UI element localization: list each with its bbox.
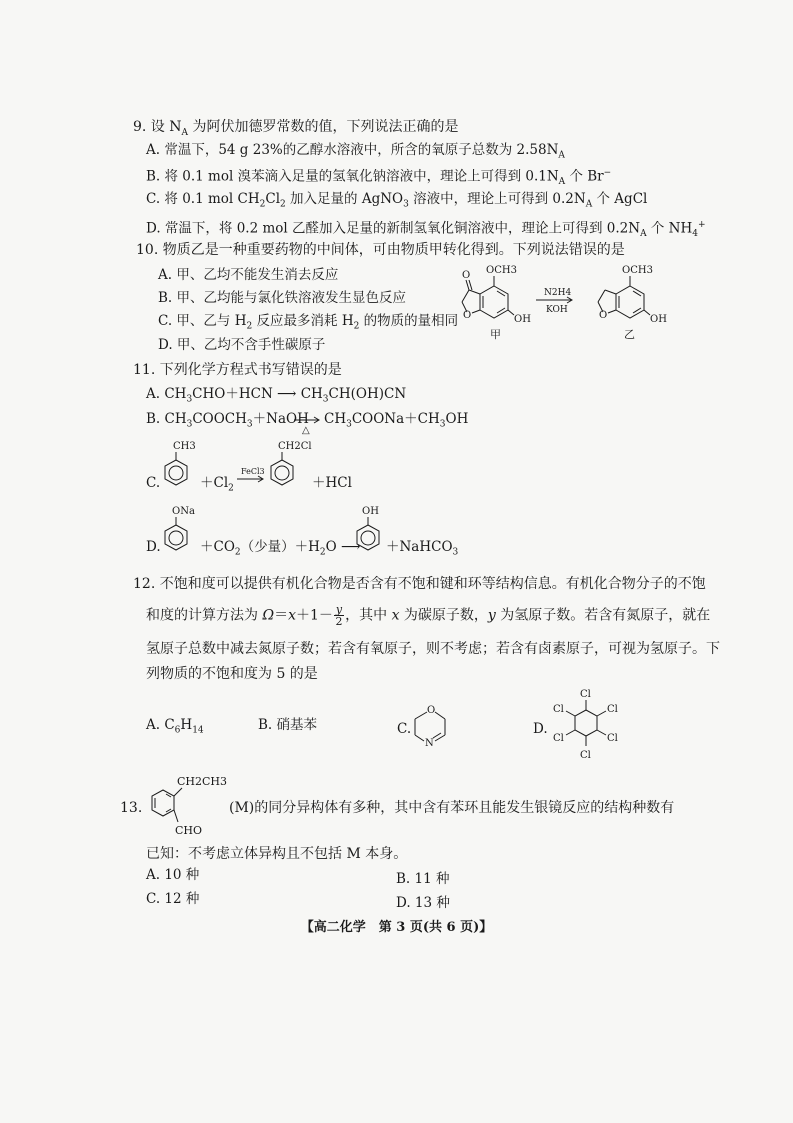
q12-option-b: B. 硝基苯 [258, 717, 318, 733]
q12-d-cl-5: Cl [553, 733, 564, 744]
q9-stem: 9. 设 $N_A$ 为阿伏加德罗常数的值，下列说法正确的是 [133, 119, 459, 138]
q12-frac-num: y [335, 603, 343, 616]
q12-option-a: A. $C_6H_{14}$ [146, 717, 204, 736]
q9-option-a: A. 常温下，54 g 23%的乙醇水溶液中，所含的氧原子总数为 $2.58N_A$ [146, 142, 565, 161]
q12-line3: 氢原子总数中减去氮原子数；若含有氧原子，则不考虑；若含有卤素原子，可视为氢原子。下 [146, 641, 720, 657]
q10-label-jia: 甲 [490, 328, 501, 341]
q13-number: 13. [120, 800, 143, 816]
q11-d-ona: ONa [172, 506, 195, 517]
q10-option-d: D. 甲、乙均不含手性碳原子 [158, 337, 326, 353]
q11-option-a: A. $CH_3CHO+HCN$ ⟶ $CH_3CH(OH)CN$ [146, 386, 407, 405]
q11-option-d-label: D. [146, 539, 161, 555]
q10-reagent-top: N2H4 [544, 288, 572, 298]
q10-carbonyl-o: O [462, 270, 471, 281]
q11-stem: 11. 下列化学方程式书写错误的是 [133, 362, 342, 378]
q11-option-b-left: B. $CH_3COOCH_3+NaOH$ [146, 411, 309, 430]
q13-option-c: C. 12 种 [146, 891, 200, 907]
q12-c-n: N [425, 738, 434, 749]
q13-cho: CHO [175, 824, 203, 837]
q12-line4: 列物质的不饱和度为 5 的是 [146, 666, 318, 682]
q12-line2-b: ，其中 x 为碳原子数，y 为氢原子数。若含有氮原子，就在 [345, 607, 711, 624]
q11-d-tail: ＋NaHCO$_3$ [386, 539, 459, 558]
q10-reaction-scheme [450, 258, 690, 348]
q12-c-o: O [427, 705, 436, 716]
q10-stem: 10. 物质乙是一种重要药物的中间体，可由物质甲转化得到。下列说法错误的是 [136, 242, 625, 258]
q11-d-middle: $+CO_2$（少量）$+H_2O$ ⟶ [200, 539, 361, 558]
q11-c-catalyst: FeCl3 [241, 467, 265, 476]
q10-oh-jia: OH [514, 314, 531, 325]
q13-structure-m [137, 770, 227, 840]
q11-c-ch3: CH3 [173, 441, 196, 452]
q12-option-d-label: D. [533, 721, 548, 737]
q11-c-plus-cl2: $+Cl_2$ [200, 475, 234, 494]
q10-option-b: B. 甲、乙均能与氯化铁溶液发生显色反应 [158, 290, 407, 306]
q11-c-ch2cl: CH2Cl [278, 441, 312, 452]
q12-d-cl-3: Cl [607, 733, 618, 744]
q11-d-oh: OH [362, 506, 379, 517]
q13-option-b: B. 11 种 [396, 871, 450, 887]
q11-heat-symbol: △ [302, 425, 310, 436]
q12-d-cl-4: Cl [580, 750, 591, 761]
q10-option-c: C. 甲、乙与 $H_2$ 反应最多消耗 $H_2$ 的物质的量相同 [158, 313, 459, 332]
q12-d-cl-6: Cl [553, 704, 564, 715]
q10-ring-o-jia: O [463, 310, 472, 321]
q13-option-a: A. 10 种 [146, 867, 200, 883]
q11-option-c-label: C. [146, 475, 161, 491]
q12-d-cl-1: Cl [580, 689, 591, 700]
q10-label-yi: 乙 [624, 328, 635, 341]
q12-line1: 12. 不饱和度可以提供有机化合物是否含有不饱和键和环等结构信息。有机化合物分子的不饱 [133, 576, 706, 592]
q11-b-arrow [292, 412, 322, 436]
q10-och3-yi: OCH3 [622, 265, 653, 276]
q10-option-a: A. 甲、乙均不能发生消去反应 [158, 267, 339, 283]
q9-option-c: C. 将 0.1 mol $CH_2Cl_2$ 加入足量的 AgNO$_3$ 溶液中，理论上可得到 $0.2N_A$ 个 AgCl [146, 191, 648, 210]
q9-option-b: B. 将 0.1 mol 溴苯滴入足量的氢氧化钠溶液中，理论上可得到 $0.1N_A$ 个 Br− [146, 168, 612, 188]
q11-option-b-right: $CH_3COONa+CH_3OH$ [324, 411, 469, 430]
q12-option-c-label: C. [397, 721, 412, 737]
q13-note: 已知：不考虑立体异构且不包括 M 本身。 [146, 846, 408, 862]
q12-frac-den: 2 [335, 615, 343, 628]
q12-d-cl-2: Cl [607, 704, 618, 715]
q13-option-d: D. 13 种 [396, 895, 450, 911]
q10-ring-o-yi: O [599, 310, 608, 321]
q13-ethyl: CH2CH3 [177, 775, 227, 788]
q13-stem: (M)的同分异构体有多种，其中含有苯环且能发生银镜反应的结构种数有 [229, 800, 675, 816]
q12-line2-a: 和度的计算方法为 Ω＝x＋1－ [146, 607, 333, 624]
q10-och3-jia: OCH3 [486, 265, 517, 276]
q12-fraction [334, 604, 344, 627]
q11-c-plus-hcl: ＋HCl [312, 475, 352, 491]
q10-oh-yi: OH [650, 314, 667, 325]
q10-reagent-bottom: KOH [546, 305, 568, 315]
q12-c-oxazine [410, 698, 460, 758]
q12-d-hexachloro-ring [545, 686, 635, 768]
page-footer: 【高二化学 第 3 页(共 6 页)】 [300, 920, 493, 935]
q12-line2 [146, 604, 710, 627]
q9-option-d: D. 常温下，将 0.2 mol 乙醛加入足量的新制氢氧化铜溶液中，理论上可得到 $0.2N_A$ 个 $NH_4^+$ [146, 220, 706, 240]
